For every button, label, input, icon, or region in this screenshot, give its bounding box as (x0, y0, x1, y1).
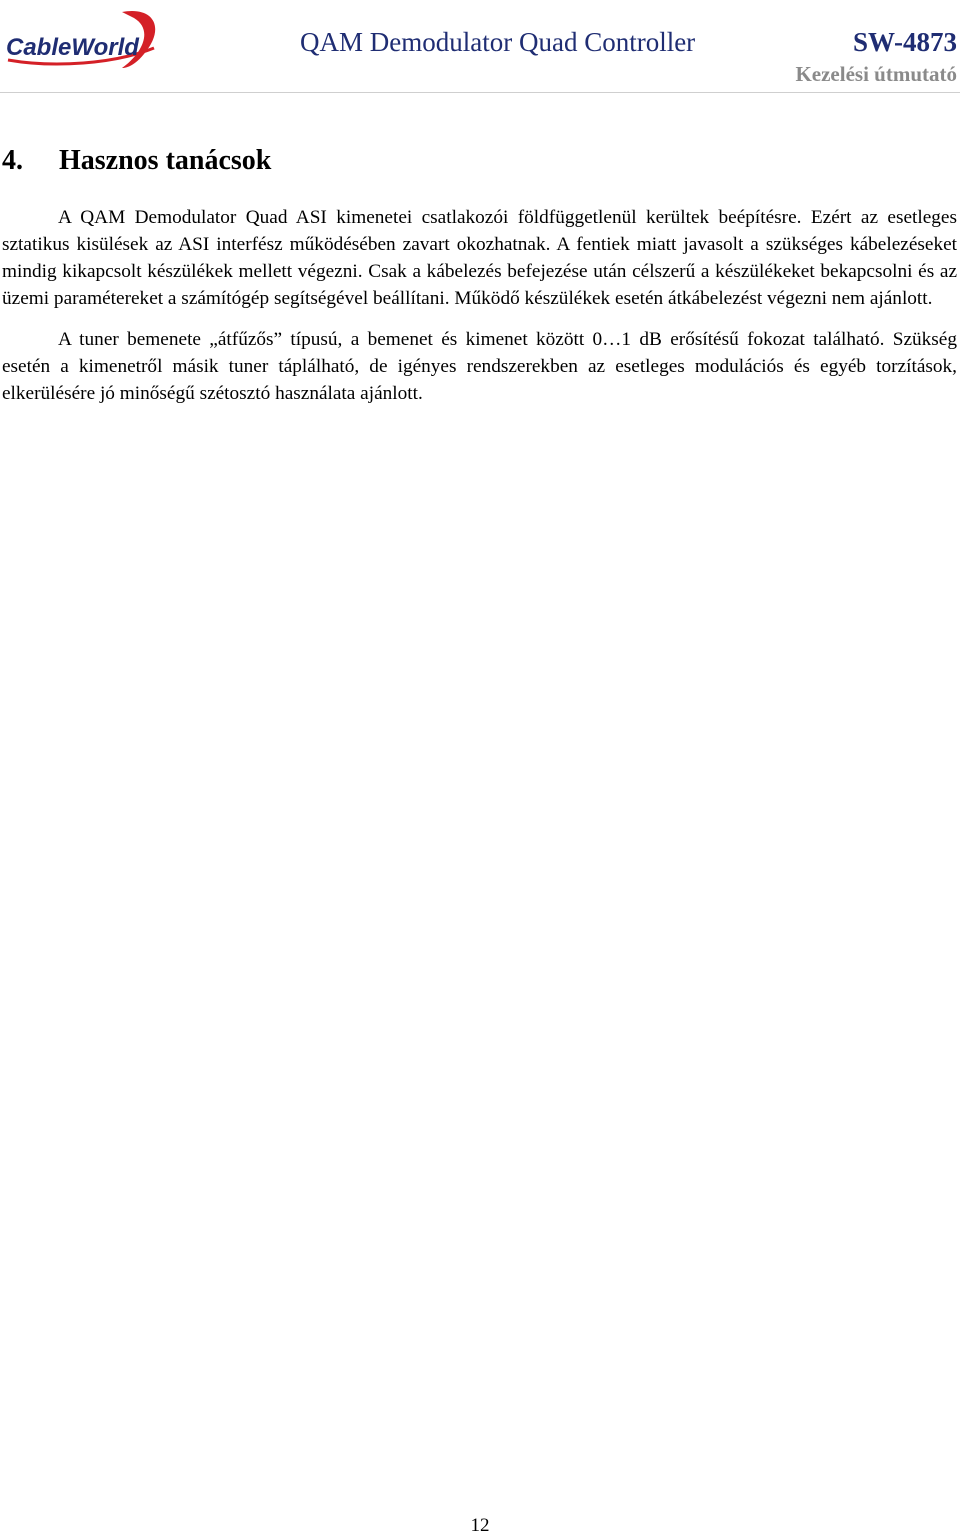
paragraph-asi-grounding: A QAM Demodulator Quad ASI kimenetei csatlakozói földfüggetlenül kerültek beépítésre. Ezért az esetleges sztatikus kisülések az ASI interfész működésében zavart okozhatnak. A fentiek miatt javasolt a szükséges kábelezéseket mindig kikapcsolt készülékek mellett végezni. Csak a kábelezés befejezése után célszerű a készülékeket bekapcsolni és az üzemi paramétereket a számítógép segítségével beállítani. Működő készülékek esetén átkábelezést végezni nem ajánlott. (2, 207, 957, 309)
cableworld-logo (4, 8, 164, 68)
header-divider (0, 92, 960, 93)
paragraph-tuner-input: A tuner bemenete „átfűzős” típusú, a bemenet és kimenet között 0…1 dB erősítésű fokozat található. Szükség esetén a kimenetről másik tuner táplálható, de igényes rendszerekben az esetleges modulációs és egyéb torzítások, elkerülésére jó minőségű szétosztó használata ajánlott. (2, 329, 957, 404)
document-subtitle: Kezelési útmutató (795, 62, 957, 86)
logo-text: CableWorld (6, 34, 139, 61)
document-code: SW-4873 (852, 27, 957, 57)
section-title: Hasznos tanácsok (59, 145, 272, 176)
document-body (2, 204, 957, 421)
section-heading (2, 143, 271, 179)
cableworld-logo-icon (4, 8, 164, 68)
section-number: 4. (2, 145, 23, 176)
document-title: QAM Demodulator Quad Controller (300, 27, 696, 57)
page-header (0, 0, 960, 92)
page-number: 12 (470, 1515, 490, 1536)
